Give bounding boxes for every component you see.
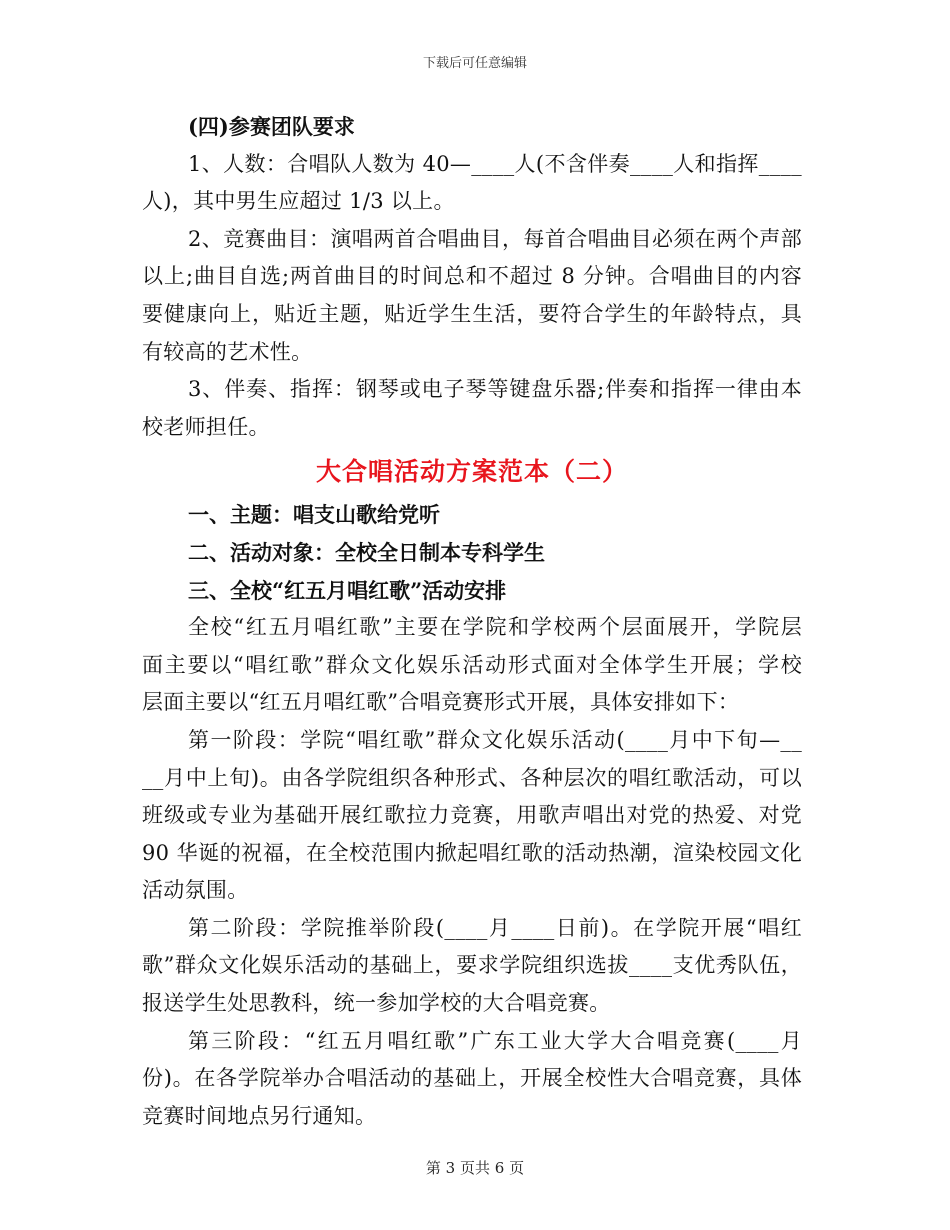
text-line: 90 华诞的祝福，在全校范围内掀起唱红歌的活动热潮，渲染校园文化 [142,840,802,865]
paragraph-overview [142,609,802,722]
text-line: 班级或专业为基础开展红歌拉力竞赛，用歌声唱出对党的热爱、对党 [142,803,802,828]
page-footer-number: 第 3 页共 6 页 [425,1159,525,1177]
text-line: 1、人数：合唱队人数为 40—____人(不含伴奏____人和指挥____ [188,151,802,176]
heading-target: 二、活动对象：全校全日制本专科学生 [188,539,545,565]
document-body [142,108,802,1135]
paragraph-stage-two [142,910,802,1023]
item-repertoire [142,221,802,371]
paragraph-stage-three [142,1023,802,1136]
text-line: 面主要以“唱红歌”群众文化娱乐活动形式面对全体学生开展；学校 [142,652,802,677]
text-line: 第三阶段：“红五月唱红歌”广东工业大学大合唱竞赛(____月 [188,1028,802,1053]
heading-theme: 一、主题：唱支山歌给党听 [188,502,440,528]
page-header-note: 下载后可任意编辑 [422,56,527,71]
text-line: __月中上旬)。由各学院组织各种形式、各种层次的唱红歌活动，可以 [142,765,802,790]
heading-schedule: 三、全校“红五月唱红歌”活动安排 [188,577,507,603]
text-line: 以上;曲目自选;两首曲目的时间总和不超过 8 分钟。合唱曲目的内容 [142,264,802,289]
text-line: 层面主要以“红五月唱红歌”合唱竞赛形式开展，具体安排如下： [142,690,740,715]
item-accompaniment [142,371,802,446]
text-line: 要健康向上，贴近主题，贴近学生生活，要符合学生的年龄特点，具 [142,301,802,326]
text-line: 第二阶段：学院推举阶段(____月____日前)。在学院开展“唱红 [188,915,802,940]
text-line: 份)。在各学院举办合唱活动的基础上，开展全校性大合唱竞赛，具体 [142,1066,802,1091]
text-line: 报送学生处思教科，统一参加学校的大合唱竞赛。 [142,991,611,1016]
text-line: 全校“红五月唱红歌”主要在学院和学校两个层面展开，学院层 [188,615,802,640]
text-line: 有较高的艺术性。 [142,339,313,364]
text-line: 活动氛围。 [142,878,249,903]
section-four-heading: (四)参赛团队要求 [188,114,355,139]
text-line: 歌”群众文化娱乐活动的基础上，要求学院组织选拔____支优秀队伍， [142,953,802,978]
text-line: 竞赛时间地点另行通知。 [142,1103,377,1128]
text-line: 校老师担任。 [142,414,270,439]
text-line: 2、竞赛曲目：演唱两首合唱曲目，每首合唱曲目必须在两个声部 [188,226,802,251]
text-line: 3、伴奏、指挥：钢琴或电子琴等键盘乐器;伴奏和指挥一律由本 [188,377,802,402]
document-title: 大合唱活动方案范本（二） [315,457,628,487]
item-participants [142,146,802,221]
text-line: 人)，其中男生应超过 1/3 以上。 [142,189,455,214]
text-line: 第一阶段：学院“唱红歌”群众文化娱乐活动(____月中下旬—__ [188,727,802,752]
paragraph-stage-one [142,722,802,910]
